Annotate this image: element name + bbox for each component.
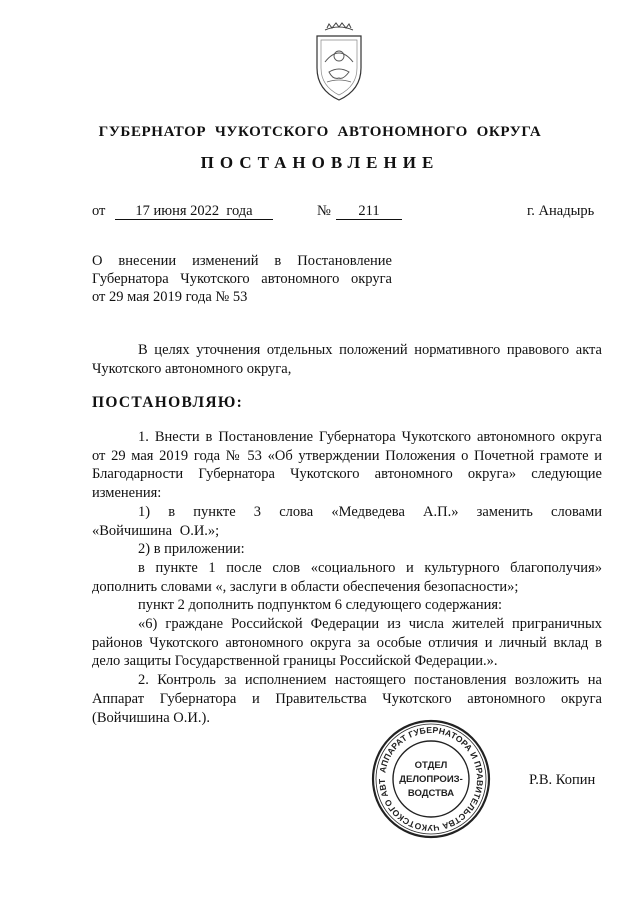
decree-body — [92, 428, 602, 727]
official-stamp — [370, 718, 492, 840]
subject-line: от 29 мая 2019 года № 53 — [92, 289, 248, 305]
number-label: № — [317, 203, 331, 219]
document-date: 17 июня 2022 года — [115, 204, 273, 220]
stamp-line-2: ДЕЛОПРОИЗ- — [399, 774, 463, 785]
subject-line: О внесении изменений в Постановление — [92, 253, 392, 269]
paragraph-item-2: 2. Контроль за исполнением настоящего постановления возложить на Аппарат Губернатора и Правительства Чукотского автономного округа (Войчишина О.И.). — [92, 672, 602, 726]
coat-of-arms-icon — [303, 22, 375, 106]
paragraph-quote: «6) граждане Российской Федерации из числа жителей приграничных районов Чукотского автономного округа за особые отличия и личный вклад в дело защиты Государственной границы Российской Федерации.». — [92, 616, 602, 670]
preamble: В целях уточнения отдельных положений нормативного правового акта Чукотского автономного округа, — [92, 342, 602, 377]
paragraph-subitem-2b: пункт 2 дополнить подпунктом 6 следующего содержания: — [138, 597, 503, 614]
document-number: 211 — [336, 204, 402, 220]
signatory-name: Р.В. Копин — [529, 772, 596, 788]
document-type-heading: ПОСТАНОВЛЕНИЕ — [200, 153, 440, 172]
paragraph-item-1: 1. Внести в Постановление Губернатора Чукотского автономного округа от 29 мая 2019 года № 53 «Об утверждении Положения о Почетной грамоте и Благодарности Губернатора Чукотского автономного округа» следующие изменения: — [92, 429, 602, 502]
from-label: от — [92, 203, 106, 219]
stamp-ring-text: АППАРАТ ГУБЕРНАТОРА И ПРАВИТЕЛЬСТВА ЧУКОТСКОГО АВТ — [376, 724, 486, 834]
paragraph-subitem-2: 2) в приложении: — [138, 541, 245, 558]
paragraph-subitem-2a: в пункте 1 после слов «социального и культурного благополучия» дополнить словами «, заслуги в области обеспечения безопасности»; — [92, 559, 602, 595]
paragraph-subitem-1: 1) в пункте 3 слова «Медведева А.П.» заменить словами «Войчишина О.И.»; — [92, 503, 602, 539]
stamp-line-3: ВОДСТВА — [407, 788, 455, 799]
decree-heading: ПОСТАНОВЛЯЮ: — [92, 394, 244, 411]
stamp-line-1: ОТДЕЛ — [414, 760, 448, 771]
subject-line: Губернатора Чукотского автономного округа — [92, 271, 392, 287]
city-label: г. Анадырь — [527, 203, 595, 219]
document-subject — [92, 252, 392, 306]
authority-heading: ГУБЕРНАТОР ЧУКОТСКОГО АВТОНОМНОГО ОКРУГА — [98, 124, 542, 140]
